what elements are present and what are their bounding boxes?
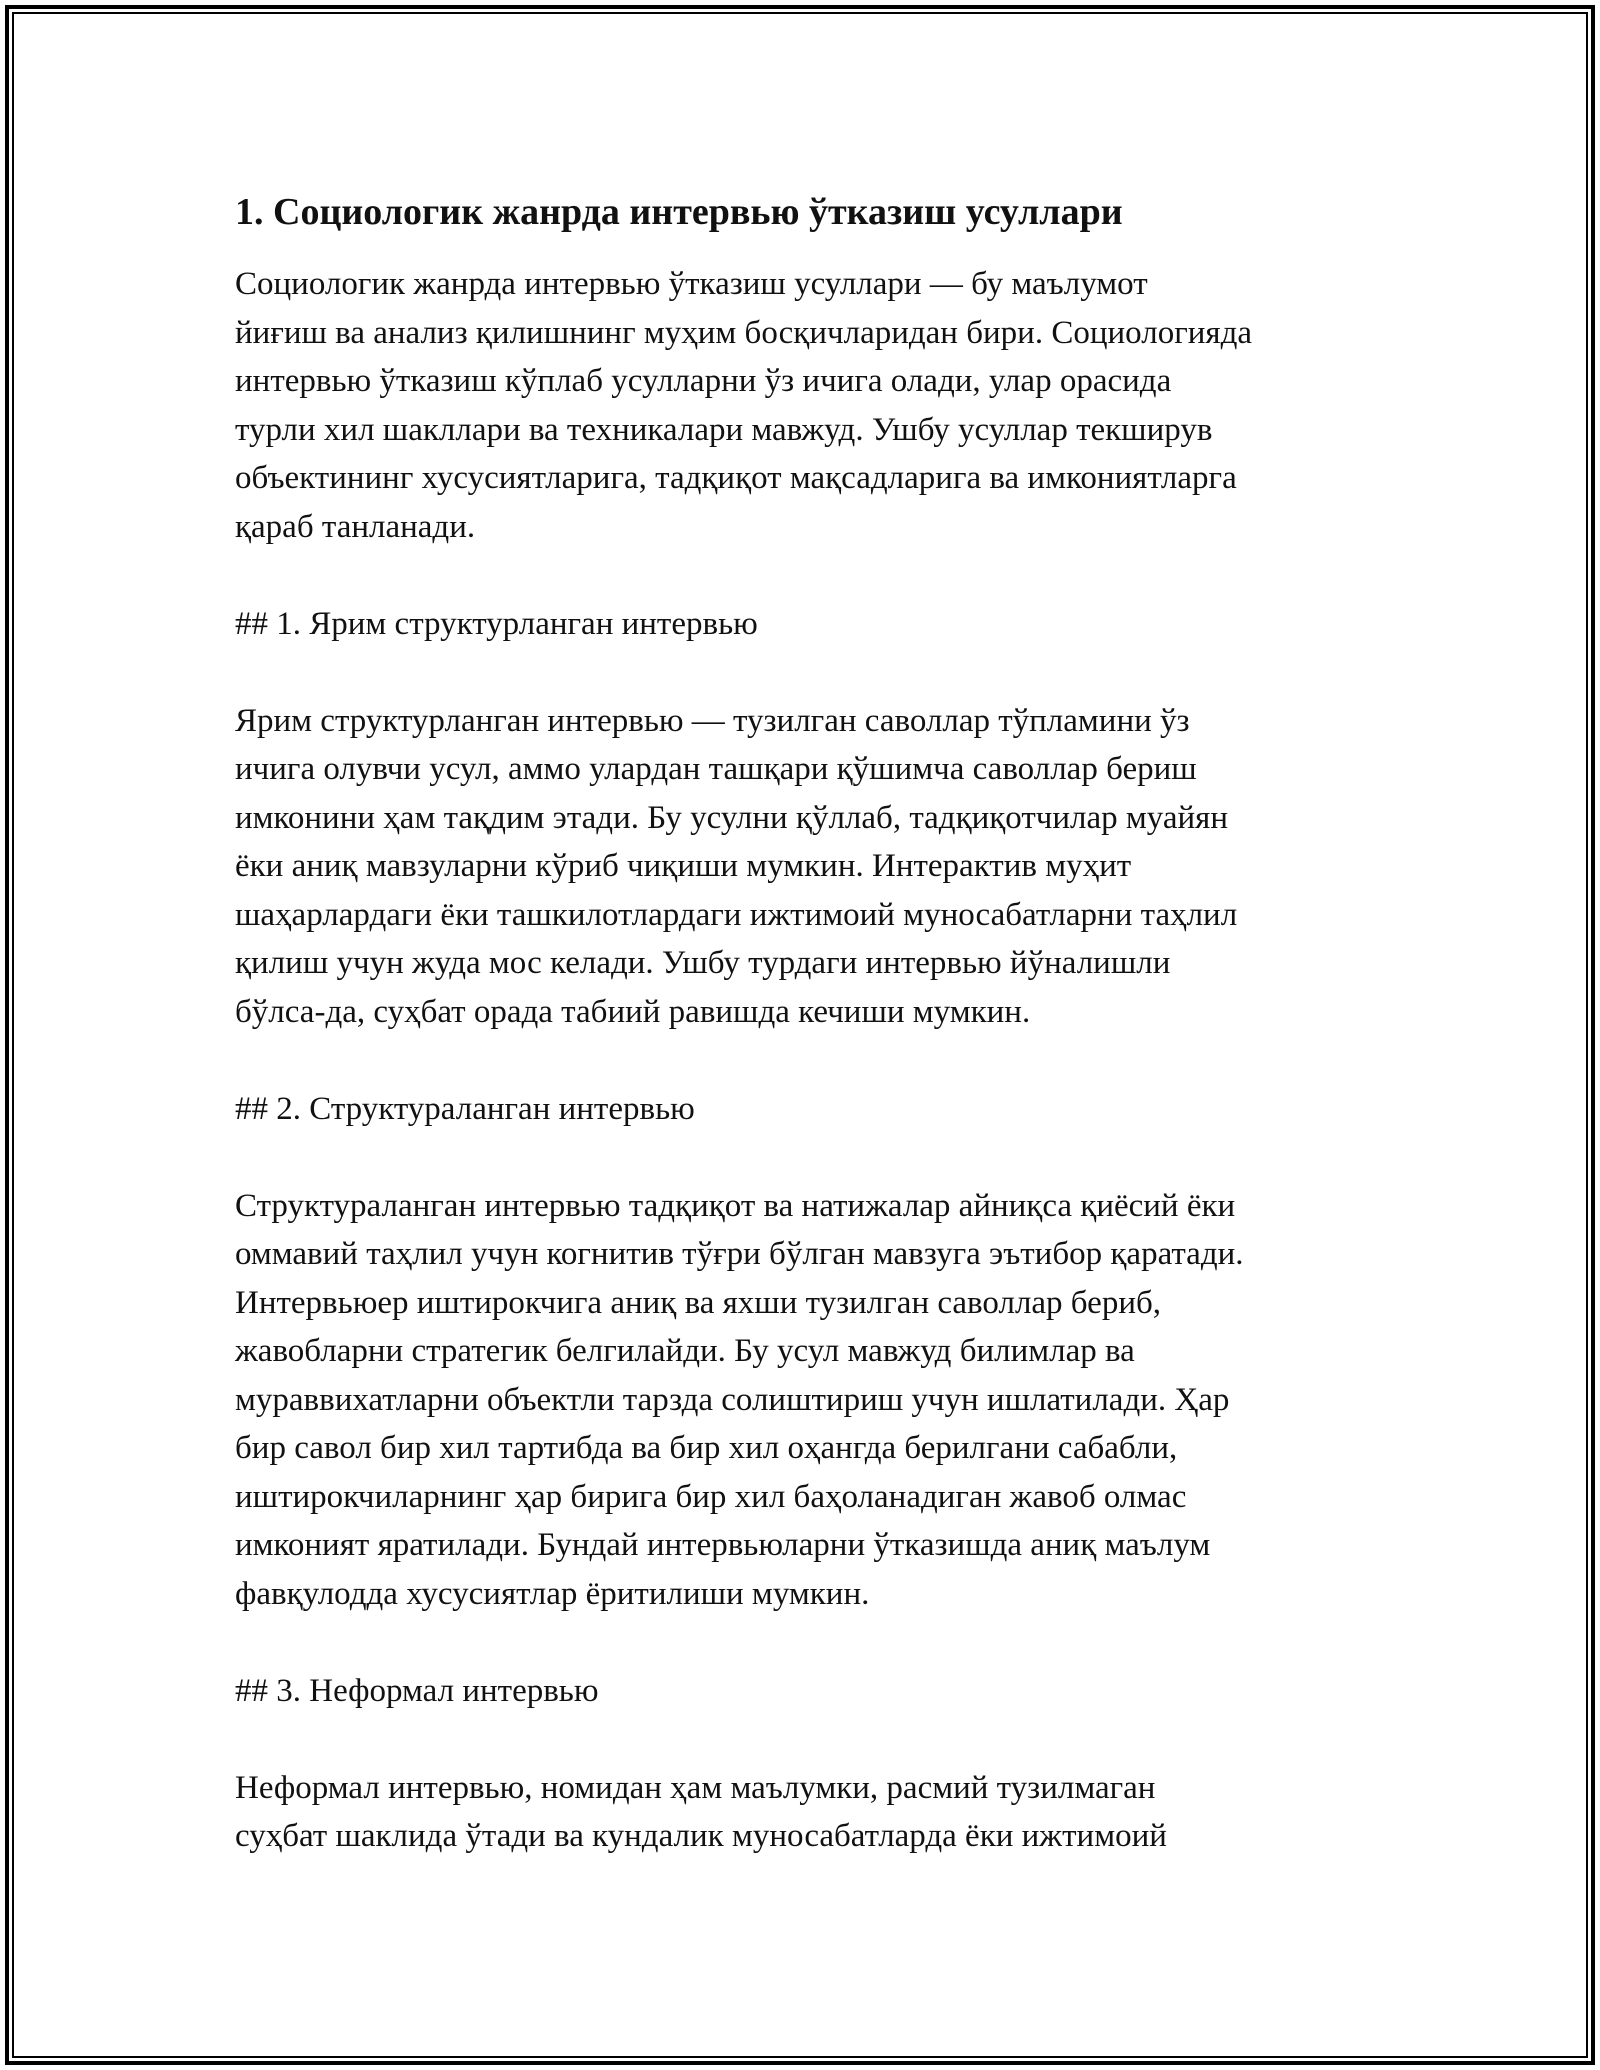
paragraph-line: жавобларни стратегик белгилайди. Бу усул мавжуд билимлар ва	[235, 1333, 1135, 1369]
paragraph-line: имконини ҳам тақдим этади. Бу усулни қўллаб, тадқиқотчилар муайян	[235, 799, 1229, 836]
spacer	[235, 1133, 1365, 1182]
spacer	[235, 551, 1365, 600]
spacer	[235, 1036, 1365, 1085]
paragraph-line: мураввихатларни объектли тарзда солиштириш учун ишлатилади. Ҳар	[235, 1381, 1230, 1418]
section-paragraph-1	[235, 697, 1365, 1037]
paragraph-line: Ярим структурланган интервью — тузилган саволлар тўпламини ўз	[235, 702, 1190, 739]
section-paragraph-3	[235, 1764, 1365, 1861]
paragraph-line: шаҳарлардаги ёки ташкилотлардаги ижтимоий муносабатларни таҳлил	[235, 896, 1238, 933]
paragraph-line: фавқулодда хусусиятлар ёритилиши мумкин.	[235, 1575, 870, 1612]
paragraph-line: бўлса-да, суҳбат орада табиий равишда кечиши мумкин.	[235, 993, 1031, 1030]
paragraph-line: суҳбат шаклида ўтади ва кундалик муносабатларда ёки ижтимоий	[235, 1818, 1167, 1854]
section-heading-2: ## 2. Структураланган интервью	[235, 1090, 695, 1127]
paragraph-line: иштирокчиларнинг ҳар бирига бир хил баҳоланадиган жавоб олмас	[235, 1478, 1187, 1515]
paragraph-line: бир савол бир хил тартибда ва бир хил оҳангда берилгани сабабли,	[235, 1430, 1178, 1466]
paragraph-line: интервью ўтказиш кўплаб усулларни ўз ичига олади, улар орасида	[235, 363, 1172, 399]
paragraph-line: Структураланган интервью тадқиқот ва натижалар айниқса қиёсий ёки	[235, 1187, 1236, 1224]
intro-paragraph	[235, 260, 1365, 551]
paragraph-line: Социологик жанрда интервью ўтказиш усуллари — бу маълумот	[235, 266, 1148, 302]
paragraph-line: ичига олувчи усул, аммо улардан ташқари қўшимча саволлар бериш	[235, 751, 1197, 787]
spacer	[235, 1715, 1365, 1764]
spacer	[235, 1618, 1365, 1667]
section-heading-3: ## 3. Неформал интервью	[235, 1672, 599, 1709]
paragraph-line: турли хил шакллари ва техникалари мавжуд. Ушбу усуллар текширув	[235, 411, 1213, 448]
paragraph-line: имконият яратилади. Бундай интервьюларни ўтказишда аниқ маълум	[235, 1527, 1211, 1563]
paragraph-line: объектининг хусусиятларига, тадқиқот мақсадларига ва имкониятларга	[235, 460, 1237, 496]
spacer	[235, 648, 1365, 697]
section-heading-1: ## 1. Ярим структурланган интервью	[235, 605, 758, 642]
document-body	[235, 188, 1365, 1861]
paragraph-line: ёки аниқ мавзуларни кўриб чиқиши мумкин. Интерактив муҳит	[235, 848, 1132, 884]
section-paragraph-2	[235, 1182, 1365, 1619]
paragraph-line: қилиш учун жуда мос келади. Ушбу турдаги интервью йўналишли	[235, 945, 1171, 981]
paragraph-line: қараб танланади.	[235, 508, 476, 545]
paragraph-line: оммавий таҳлил учун когнитив тўғри бўлган мавзуга эътибор қаратади.	[235, 1236, 1244, 1272]
document-title: 1. Социологик жанрда интервью ўтказиш усуллари	[235, 191, 1123, 233]
paragraph-line: йиғиш ва анализ қилишнинг муҳим босқичларидан бири. Социологияда	[235, 314, 1253, 351]
paragraph-line: Неформал интервью, номидан ҳам маълумки, расмий тузилмаган	[235, 1769, 1156, 1806]
paragraph-line: Интервьюер иштирокчига аниқ ва яхши тузилган саволлар бериб,	[235, 1284, 1162, 1321]
